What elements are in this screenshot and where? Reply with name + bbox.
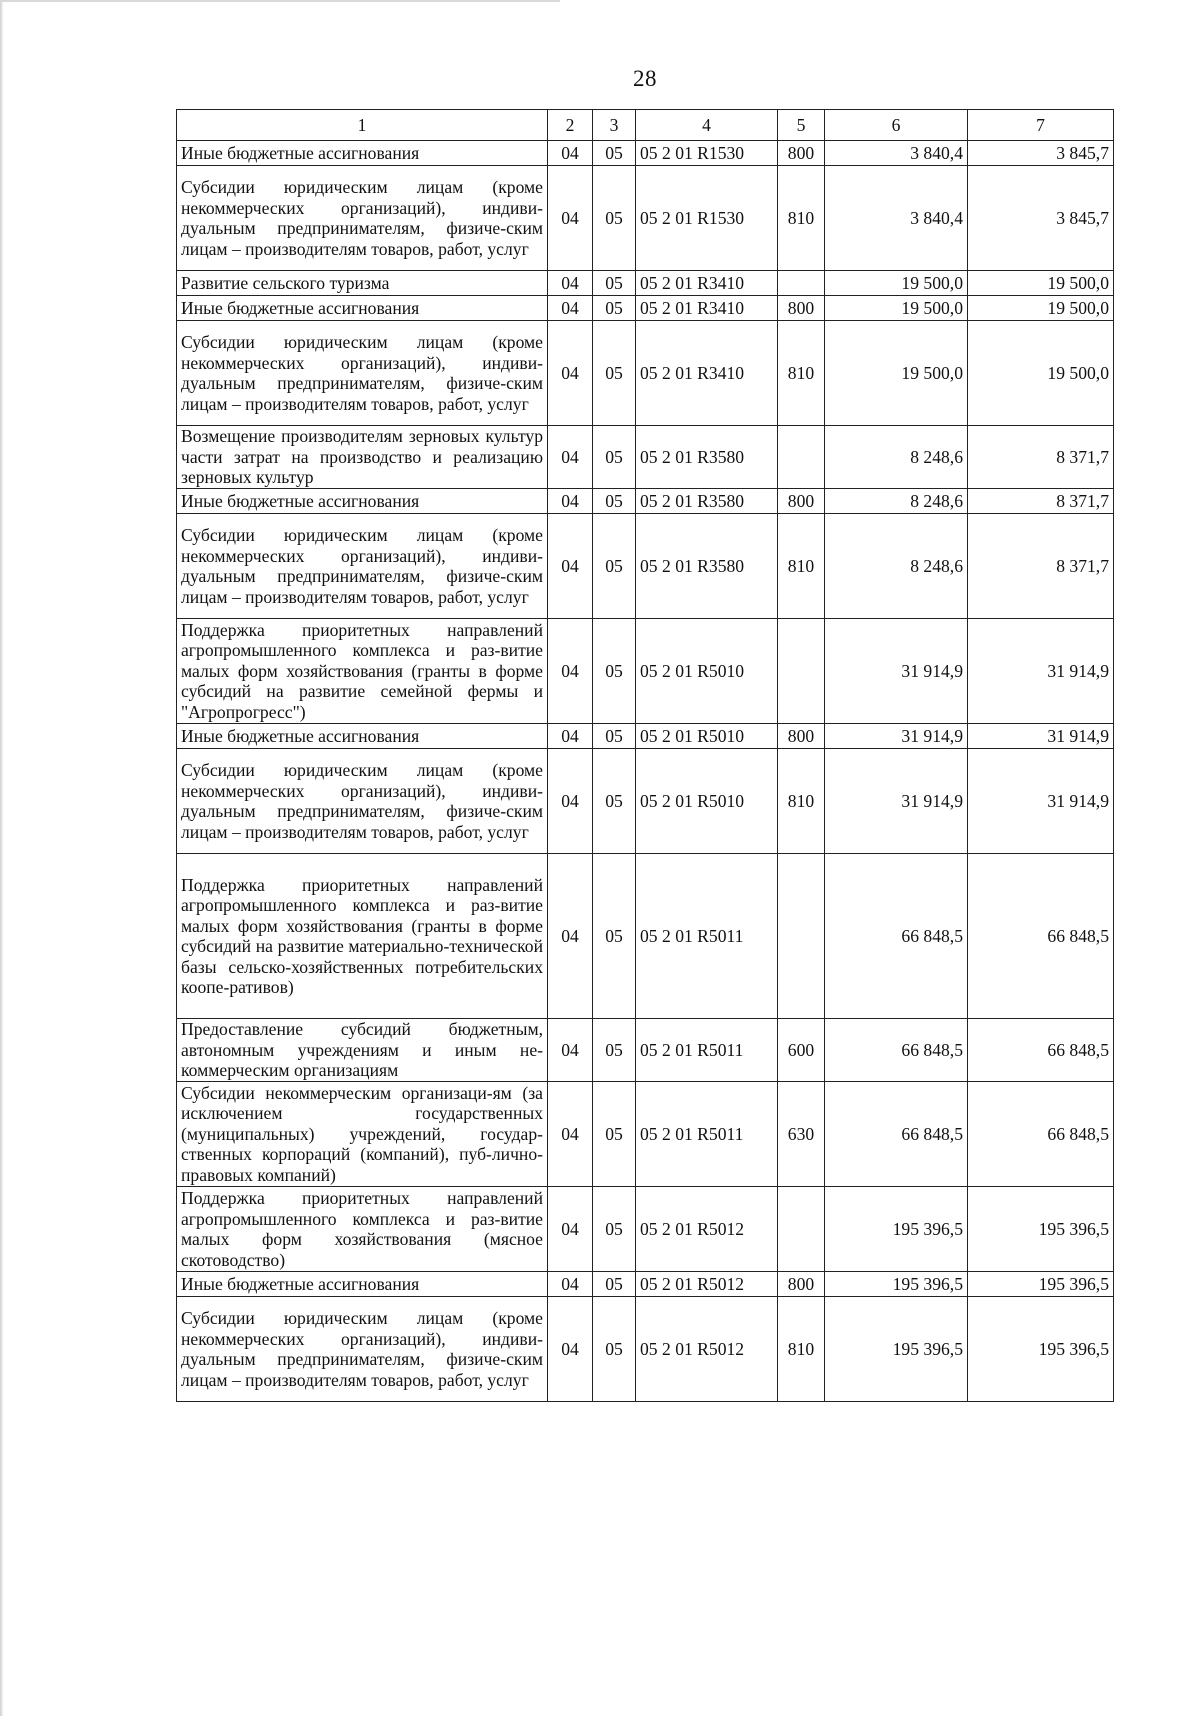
row-amount-col6: 19 500,0: [825, 271, 968, 296]
row-expense-type: 800: [778, 724, 825, 749]
row-subsection: 05: [593, 1187, 636, 1272]
row-expense-type: 810: [778, 749, 825, 854]
row-section: 04: [548, 1082, 593, 1187]
row-section: 04: [548, 426, 593, 489]
row-section: 04: [548, 489, 593, 514]
row-target-article: 05 2 01 R5011: [636, 1019, 778, 1082]
header-cell: 4: [636, 110, 778, 141]
row-target-article: 05 2 01 R5010: [636, 724, 778, 749]
row-section: 04: [548, 749, 593, 854]
row-subsection: 05: [593, 1019, 636, 1082]
row-section: 04: [548, 854, 593, 1019]
table-row: [177, 426, 1114, 489]
row-amount-col7: 66 848,5: [968, 1082, 1114, 1187]
header-cell: 3: [593, 110, 636, 141]
row-target-article: 05 2 01 R3580: [636, 489, 778, 514]
row-expense-type: 810: [778, 166, 825, 271]
row-name: Иные бюджетные ассигнования: [177, 296, 548, 321]
scan-edge-top: [0, 0, 560, 2]
row-section: 04: [548, 1272, 593, 1297]
row-section: 04: [548, 1019, 593, 1082]
row-target-article: 05 2 01 R5012: [636, 1187, 778, 1272]
row-amount-col7: 195 396,5: [968, 1272, 1114, 1297]
row-amount-col7: 195 396,5: [968, 1187, 1114, 1272]
row-amount-col6: 195 396,5: [825, 1187, 968, 1272]
row-expense-type: 800: [778, 141, 825, 166]
row-subsection: 05: [593, 166, 636, 271]
row-subsection: 05: [593, 321, 636, 426]
row-target-article: 05 2 01 R1530: [636, 141, 778, 166]
header-cell: 5: [778, 110, 825, 141]
row-amount-col7: 3 845,7: [968, 166, 1114, 271]
row-name: Поддержка приоритетных направлений агропромышленного комплекса и раз-витие малых форм хозяйствования (гранты в форме субсидий на развитие материально-технической базы сельско-хозяйственных потребительских коопе-ративов): [177, 854, 548, 1019]
header-cell: 2: [548, 110, 593, 141]
row-subsection: 05: [593, 514, 636, 619]
row-name: Иные бюджетные ассигнования: [177, 141, 548, 166]
row-subsection: 05: [593, 724, 636, 749]
table-row: [177, 1272, 1114, 1297]
row-target-article: 05 2 01 R3410: [636, 321, 778, 426]
row-amount-col6: 195 396,5: [825, 1272, 968, 1297]
row-section: 04: [548, 514, 593, 619]
row-name: Субсидии юридическим лицам (кроме некоммерческих организаций), индиви-дуальным предпринимателям, физиче-ским лицам – производителям товаров, работ, услуг: [177, 1297, 548, 1402]
table-row: [177, 514, 1114, 619]
row-section: 04: [548, 321, 593, 426]
row-expense-type: 810: [778, 1297, 825, 1402]
row-section: 04: [548, 296, 593, 321]
row-expense-type: [778, 1187, 825, 1272]
row-section: 04: [548, 271, 593, 296]
row-target-article: 05 2 01 R3580: [636, 514, 778, 619]
row-name: Субсидии юридическим лицам (кроме некоммерческих организаций), индиви-дуальным предпринимателям, физиче-ским лицам – производителям товаров, работ, услуг: [177, 166, 548, 271]
table-row: [177, 271, 1114, 296]
row-expense-type: [778, 271, 825, 296]
row-amount-col6: 66 848,5: [825, 854, 968, 1019]
header-cell: 7: [968, 110, 1114, 141]
row-name: Субсидии юридическим лицам (кроме некоммерческих организаций), индиви-дуальным предпринимателям, физиче-ским лицам – производителям товаров, работ, услуг: [177, 321, 548, 426]
budget-table: [176, 109, 1114, 1402]
table-row: [177, 1187, 1114, 1272]
row-subsection: 05: [593, 749, 636, 854]
table-row: [177, 749, 1114, 854]
row-amount-col6: 66 848,5: [825, 1082, 968, 1187]
row-target-article: 05 2 01 R1530: [636, 166, 778, 271]
row-subsection: 05: [593, 1272, 636, 1297]
row-amount-col6: 31 914,9: [825, 724, 968, 749]
table-row: [177, 489, 1114, 514]
row-amount-col7: 19 500,0: [968, 271, 1114, 296]
row-expense-type: [778, 426, 825, 489]
row-amount-col6: 31 914,9: [825, 619, 968, 724]
row-target-article: 05 2 01 R3410: [636, 271, 778, 296]
row-section: 04: [548, 619, 593, 724]
row-amount-col7: 31 914,9: [968, 749, 1114, 854]
table-header-row: [177, 110, 1114, 141]
table-row: [177, 854, 1114, 1019]
row-amount-col6: 19 500,0: [825, 296, 968, 321]
row-amount-col6: 8 248,6: [825, 489, 968, 514]
row-amount-col7: 31 914,9: [968, 724, 1114, 749]
row-section: 04: [548, 141, 593, 166]
row-target-article: 05 2 01 R3410: [636, 296, 778, 321]
table-row: [177, 296, 1114, 321]
row-amount-col7: 66 848,5: [968, 854, 1114, 1019]
row-name: Предоставление субсидий бюджетным, автономным учреждениям и иным не-коммерческим организациям: [177, 1019, 548, 1082]
row-amount-col7: 19 500,0: [968, 321, 1114, 426]
row-amount-col6: 3 840,4: [825, 166, 968, 271]
row-name: Иные бюджетные ассигнования: [177, 724, 548, 749]
row-expense-type: 630: [778, 1082, 825, 1187]
row-name: Иные бюджетные ассигнования: [177, 1272, 548, 1297]
row-amount-col7: 66 848,5: [968, 1019, 1114, 1082]
header-cell: 6: [825, 110, 968, 141]
row-section: 04: [548, 1187, 593, 1272]
row-expense-type: 810: [778, 321, 825, 426]
page-number: 28: [633, 66, 657, 91]
row-subsection: 05: [593, 854, 636, 1019]
row-amount-col7: 195 396,5: [968, 1297, 1114, 1402]
table-row: [177, 1082, 1114, 1187]
row-amount-col6: 31 914,9: [825, 749, 968, 854]
row-subsection: 05: [593, 489, 636, 514]
row-name: Развитие сельского туризма: [177, 271, 548, 296]
row-name: Поддержка приоритетных направлений агропромышленного комплекса и раз-витие малых форм хозяйствования (мясное скотоводство): [177, 1187, 548, 1272]
row-amount-col6: 195 396,5: [825, 1297, 968, 1402]
table-row: [177, 724, 1114, 749]
row-subsection: 05: [593, 1082, 636, 1187]
row-expense-type: 800: [778, 296, 825, 321]
row-amount-col7: 3 845,7: [968, 141, 1114, 166]
table-row: [177, 141, 1114, 166]
row-amount-col6: 8 248,6: [825, 514, 968, 619]
row-expense-type: 800: [778, 489, 825, 514]
row-amount-col7: 31 914,9: [968, 619, 1114, 724]
row-subsection: 05: [593, 271, 636, 296]
row-target-article: 05 2 01 R5011: [636, 854, 778, 1019]
row-subsection: 05: [593, 296, 636, 321]
row-name: Иные бюджетные ассигнования: [177, 489, 548, 514]
row-subsection: 05: [593, 426, 636, 489]
row-subsection: 05: [593, 1297, 636, 1402]
row-amount-col7: 8 371,7: [968, 489, 1114, 514]
row-name: Возмещение производителям зерновых культур части затрат на производство и реализацию зерновых культур: [177, 426, 548, 489]
row-target-article: 05 2 01 R5010: [636, 619, 778, 724]
row-section: 04: [548, 724, 593, 749]
row-target-article: 05 2 01 R5012: [636, 1272, 778, 1297]
table-row: [177, 1297, 1114, 1402]
table-row: [177, 619, 1114, 724]
row-target-article: 05 2 01 R5012: [636, 1297, 778, 1402]
row-amount-col7: 19 500,0: [968, 296, 1114, 321]
row-name: Поддержка приоритетных направлений агропромышленного комплекса и раз-витие малых форм хозяйствования (гранты в форме субсидий на развитие семейной фермы и "Агропрогресс"): [177, 619, 548, 724]
row-name: Субсидии некоммерческим организаци-ям (за исключением государственных (муниципальных) учреждений, государ-ственных корпораций (компаний), пуб-лично-правовых компаний): [177, 1082, 548, 1187]
row-amount-col7: 8 371,7: [968, 514, 1114, 619]
row-subsection: 05: [593, 141, 636, 166]
row-expense-type: [778, 619, 825, 724]
row-expense-type: 810: [778, 514, 825, 619]
row-amount-col6: 66 848,5: [825, 1019, 968, 1082]
row-amount-col7: 8 371,7: [968, 426, 1114, 489]
row-section: 04: [548, 166, 593, 271]
table-row: [177, 1019, 1114, 1082]
scan-edge: [0, 0, 3, 1716]
row-target-article: 05 2 01 R5010: [636, 749, 778, 854]
row-amount-col6: 3 840,4: [825, 141, 968, 166]
row-target-article: 05 2 01 R5011: [636, 1082, 778, 1187]
row-name: Субсидии юридическим лицам (кроме некоммерческих организаций), индиви-дуальным предпринимателям, физиче-ским лицам – производителям товаров, работ, услуг: [177, 749, 548, 854]
row-subsection: 05: [593, 619, 636, 724]
row-section: 04: [548, 1297, 593, 1402]
row-target-article: 05 2 01 R3580: [636, 426, 778, 489]
row-expense-type: 600: [778, 1019, 825, 1082]
row-expense-type: 800: [778, 1272, 825, 1297]
row-expense-type: [778, 854, 825, 1019]
header-cell: 1: [177, 110, 548, 141]
row-amount-col6: 8 248,6: [825, 426, 968, 489]
row-name: Субсидии юридическим лицам (кроме некоммерческих организаций), индиви-дуальным предпринимателям, физиче-ским лицам – производителям товаров, работ, услуг: [177, 514, 548, 619]
row-amount-col6: 19 500,0: [825, 321, 968, 426]
table-row: [177, 321, 1114, 426]
table-row: [177, 166, 1114, 271]
